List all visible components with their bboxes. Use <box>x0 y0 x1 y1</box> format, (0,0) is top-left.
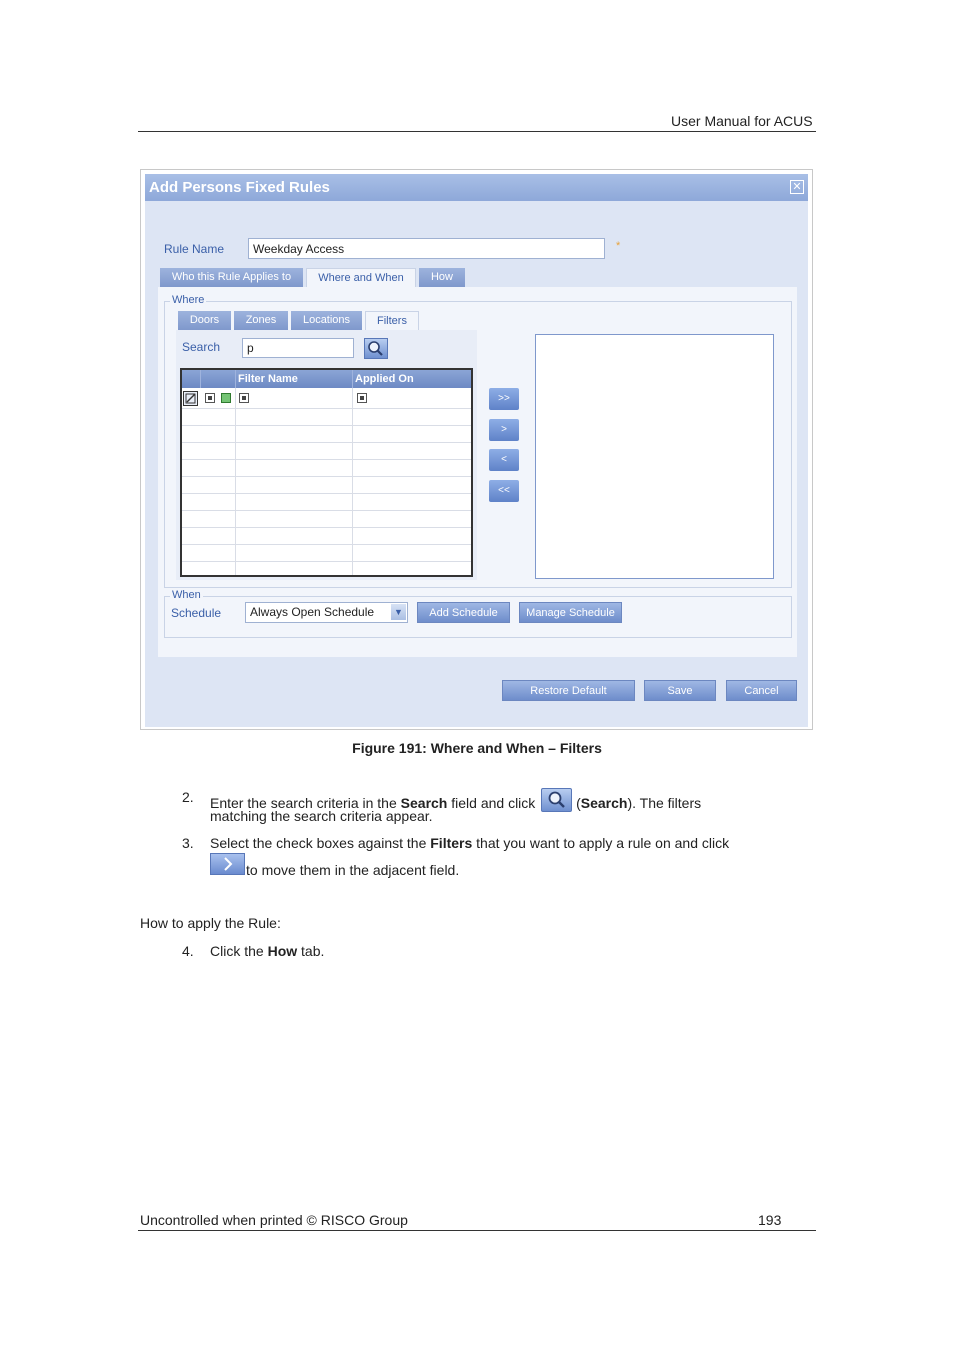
step-2-bold-search: Search <box>400 795 448 811</box>
subtab-zones[interactable]: Zones <box>234 311 288 330</box>
header-divider <box>138 131 816 132</box>
grid-row-line <box>182 527 471 528</box>
cancel-button[interactable]: Cancel <box>726 680 797 701</box>
step-4-text: Click the <box>210 943 268 959</box>
selected-filters-list[interactable] <box>535 334 774 579</box>
grid-column-line <box>235 388 236 575</box>
manage-schedule-button[interactable]: Manage Schedule <box>519 602 622 623</box>
search-input[interactable] <box>242 338 354 358</box>
step-2-text: field and click <box>447 795 540 811</box>
step-2-number: 2. <box>182 789 194 805</box>
tab-how[interactable]: How <box>419 268 465 287</box>
grid-row-line <box>182 459 471 460</box>
figure-caption: Figure 191: Where and When – Filters <box>352 740 602 756</box>
subtab-locations[interactable]: Locations <box>291 311 362 330</box>
grid-row-line <box>182 493 471 494</box>
edit-filter-icon[interactable] <box>183 391 198 406</box>
step-4-text: tab. <box>297 943 325 959</box>
grid-header-divider <box>235 370 236 388</box>
grid-row-line <box>182 476 471 477</box>
grid-row-line <box>182 544 471 545</box>
step-4-line <box>210 942 324 961</box>
footer-page-number: 193 <box>758 1212 782 1228</box>
close-icon[interactable]: ✕ <box>790 180 804 194</box>
grid-row-line <box>182 442 471 443</box>
chevron-down-icon[interactable]: ▼ <box>391 604 406 620</box>
where-legend: Where <box>172 294 205 306</box>
step-4-bold-how: How <box>267 943 298 959</box>
search-icon <box>541 788 572 812</box>
required-mark: * <box>616 240 621 252</box>
schedule-select[interactable] <box>245 602 408 623</box>
when-legend: When <box>172 589 201 601</box>
footer-divider <box>138 1230 816 1231</box>
step-2-bold-search: Search <box>580 795 628 811</box>
how-to-apply-heading: How to apply the Rule: <box>140 915 281 931</box>
step-2-text: ( <box>572 795 581 811</box>
search-button[interactable] <box>364 338 388 359</box>
column-header-filter-name[interactable]: Filter Name <box>238 373 298 385</box>
step-3-line-2: to move them in the adjacent field. <box>246 862 460 878</box>
save-button[interactable]: Save <box>644 680 716 701</box>
schedule-select-value: Always Open Schedule <box>250 605 375 619</box>
subtab-doors[interactable]: Doors <box>178 311 231 330</box>
grid-header-divider <box>200 370 201 388</box>
applied-on-checkbox[interactable] <box>357 393 367 403</box>
subtab-filters[interactable]: Filters <box>365 311 419 330</box>
rule-name-input[interactable] <box>248 238 605 259</box>
tab-who-this-rule-applies-to[interactable]: Who this Rule Applies to <box>160 268 303 287</box>
move-all-right-button[interactable]: >> <box>489 388 519 410</box>
step-4-number: 4. <box>182 943 194 959</box>
filter-color-icon <box>221 393 231 403</box>
column-header-applied-on[interactable]: Applied On <box>355 373 414 385</box>
grid-header <box>182 370 471 388</box>
grid-header-divider <box>352 370 353 388</box>
schedule-label: Schedule <box>171 606 222 620</box>
dialog-title: Add Persons Fixed Rules <box>149 179 330 196</box>
tab-where-and-when[interactable]: Where and When <box>306 268 416 287</box>
grid-row-line <box>182 510 471 511</box>
grid-column-line <box>352 388 353 575</box>
step-3-number: 3. <box>182 835 194 851</box>
step-2-text: Enter the search criteria in the <box>210 795 401 811</box>
step-3-text: Select the check boxes against the <box>210 835 431 851</box>
move-left-button[interactable]: < <box>489 449 519 471</box>
page-header-title: User Manual for ACUS <box>671 113 813 129</box>
step-2-text: ). The filters <box>627 795 702 811</box>
filter-checkbox[interactable] <box>239 393 249 403</box>
footer-copyright: Uncontrolled when printed © RISCO Group <box>140 1212 408 1228</box>
grid-row-line <box>182 408 471 409</box>
step-3-line-1 <box>210 834 729 853</box>
step-3-text: that you want to apply a rule on and click <box>472 835 730 851</box>
step-2-line-2: matching the search criteria appear. <box>210 808 433 824</box>
step-3-bold-filters: Filters <box>430 835 473 851</box>
chevron-right-icon <box>210 853 245 875</box>
search-label: Search <box>182 340 221 354</box>
move-right-button[interactable]: > <box>489 419 519 441</box>
restore-default-button[interactable]: Restore Default <box>502 680 635 701</box>
add-schedule-button[interactable]: Add Schedule <box>417 602 510 623</box>
move-all-left-button[interactable]: << <box>489 480 519 502</box>
row-select-checkbox[interactable] <box>205 393 215 403</box>
search-icon <box>365 339 387 358</box>
grid-row-line <box>182 561 471 562</box>
grid-row-line <box>182 425 471 426</box>
rule-name-label: Rule Name <box>164 242 225 256</box>
